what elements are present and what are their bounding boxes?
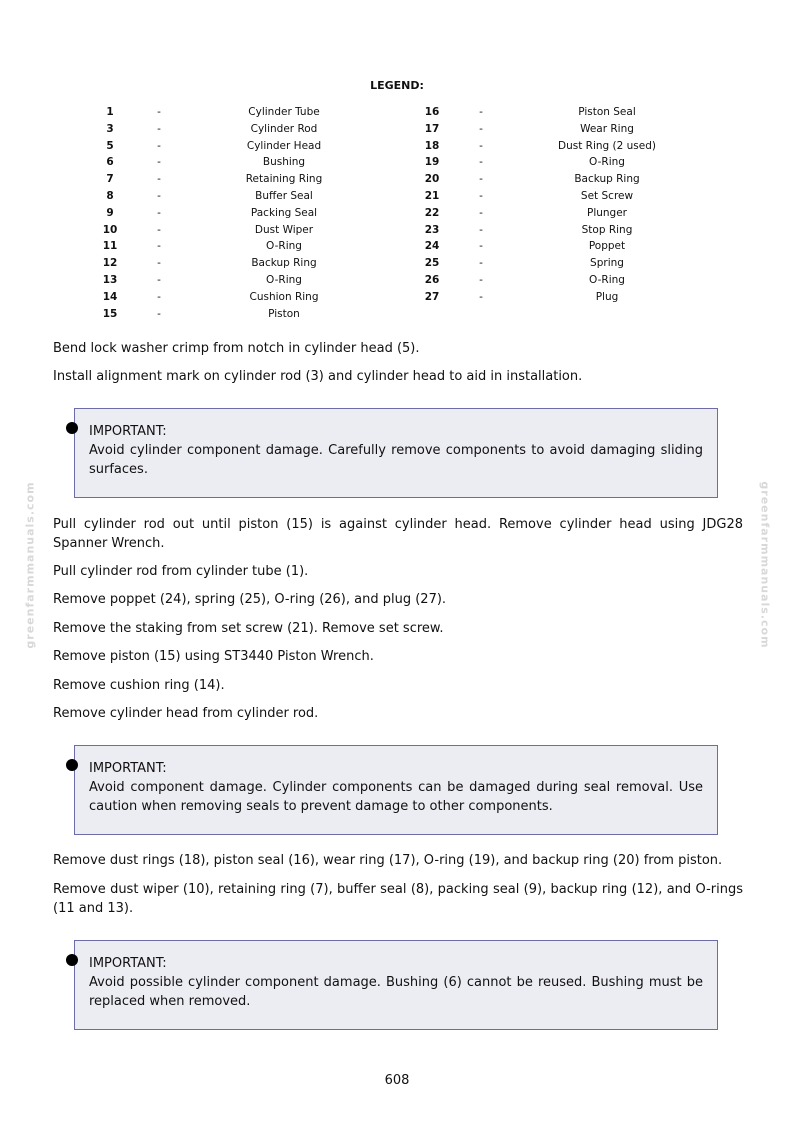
legend-number: 8	[106, 190, 114, 202]
legend-number: 24	[424, 240, 440, 253]
legend-separator: -	[479, 206, 483, 219]
legend-row	[0, 171, 794, 188]
legend-part-name: Retaining Ring	[245, 173, 323, 186]
legend-number: 18	[424, 139, 440, 152]
legend-number: 21	[424, 190, 440, 202]
legend-row	[0, 104, 794, 121]
step-alignment-mark: Install alignment mark on cylinder rod (3) and cylinder head to aid in installation.	[53, 369, 583, 384]
important-notice-1	[74, 408, 718, 498]
legend-separator: -	[157, 206, 161, 219]
legend-part-name: Dust Ring (2 used)	[558, 139, 656, 152]
legend-part-name: Cushion Ring	[249, 290, 319, 303]
important-notice-3	[74, 940, 718, 1030]
legend-number: 22	[424, 206, 440, 219]
bullet-icon	[66, 422, 78, 434]
legend-part-name: Packing Seal	[250, 206, 318, 219]
legend-part-name: Piston Seal	[578, 106, 636, 118]
legend-row	[0, 238, 794, 255]
step-remove-staking: Remove the staking from set screw (21). Remove set screw.	[53, 621, 444, 636]
legend-separator: -	[479, 274, 483, 286]
legend-row	[0, 121, 794, 138]
legend-part-name: O-Ring	[589, 274, 625, 286]
legend-row	[0, 154, 794, 171]
legend-separator: -	[157, 223, 161, 236]
legend-row	[0, 138, 794, 155]
legend-separator: -	[157, 307, 161, 320]
legend-part-name: Spring	[590, 257, 624, 270]
legend-part-name: Backup Ring	[574, 173, 640, 186]
legend-row	[0, 289, 794, 306]
legend-separator: -	[479, 290, 483, 303]
important-notice-2	[74, 745, 718, 835]
step-pull-rod-remove-head: Pull cylinder rod out until piston (15) is against cylinder head. Remove cylinder head using JDG28 Spanner Wrench.	[53, 517, 743, 551]
legend-number: 3	[106, 122, 114, 135]
legend-separator: -	[479, 257, 483, 270]
legend-separator: -	[479, 156, 483, 169]
step-remove-dust-wiper: Remove dust wiper (10), retaining ring (7), buffer seal (8), packing seal (9), backup ring (12), and O-rings (11 and 13).	[53, 882, 743, 916]
legend-part-name: O-Ring	[266, 274, 302, 286]
important-heading: IMPORTANT:	[89, 424, 167, 439]
watermark-right: greenfarmmanuals.com	[758, 481, 772, 649]
legend-part-name: Backup Ring	[251, 257, 317, 270]
step-remove-cushion-ring: Remove cushion ring (14).	[53, 678, 225, 693]
legend-number: 13	[102, 274, 118, 286]
legend-part-name: Dust Wiper	[254, 223, 314, 236]
important-text: Avoid component damage. Cylinder components can be damaged during seal removal. Use caution when removing seals to prevent damage to other components.	[89, 780, 703, 814]
legend-separator: -	[479, 240, 483, 253]
legend-part-name: Plunger	[586, 206, 627, 219]
legend-row	[0, 255, 794, 272]
legend-part-name: Stop Ring	[581, 223, 633, 236]
legend-separator: -	[479, 173, 483, 186]
legend-number: 12	[102, 257, 118, 270]
watermark-left: greenfarmmanuals.com	[23, 481, 37, 649]
legend-part-name: Cylinder Head	[246, 139, 322, 152]
legend-number: 19	[424, 156, 440, 169]
bullet-icon	[66, 954, 78, 966]
page-number: 608	[384, 1073, 410, 1088]
step-remove-cylinder-head: Remove cylinder head from cylinder rod.	[53, 706, 319, 721]
legend-number: 15	[102, 307, 118, 320]
step-remove-poppet: Remove poppet (24), spring (25), O-ring (26), and plug (27).	[53, 592, 447, 607]
important-text: Avoid possible cylinder component damage. Bushing (6) cannot be reused. Bushing must be replaced when removed.	[89, 975, 703, 1009]
bullet-icon	[66, 759, 78, 771]
legend-part-name: O-Ring	[266, 240, 302, 253]
legend-part-name: Bushing	[262, 156, 306, 169]
legend-number: 11	[102, 240, 118, 253]
legend-separator: -	[479, 139, 483, 152]
legend-title: LEGEND:	[370, 79, 424, 92]
legend-part-name: Plug	[595, 290, 619, 303]
legend-separator: -	[157, 190, 161, 202]
legend-number: 23	[424, 223, 440, 236]
legend-separator: -	[157, 156, 161, 169]
legend-part-name: O-Ring	[589, 156, 625, 169]
legend-number: 10	[102, 223, 118, 236]
legend-part-name: Cylinder Rod	[250, 122, 318, 135]
legend-separator: -	[157, 106, 161, 118]
step-bend-lock-washer: Bend lock washer crimp from notch in cylinder head (5).	[53, 341, 420, 356]
legend-number: 1	[106, 106, 114, 118]
legend-separator: -	[479, 122, 483, 135]
legend-number: 5	[106, 139, 114, 152]
legend-row	[0, 272, 794, 289]
legend-number: 17	[424, 122, 440, 135]
step-remove-dust-rings: Remove dust rings (18), piston seal (16), wear ring (17), O-ring (19), and backup ring (20) from piston.	[53, 853, 723, 868]
legend-separator: -	[157, 274, 161, 286]
legend-number: 14	[102, 290, 118, 303]
legend-separator: -	[479, 190, 483, 202]
legend-separator: -	[479, 223, 483, 236]
legend-row	[0, 205, 794, 222]
legend-part-name: Wear Ring	[580, 122, 634, 135]
legend-separator: -	[157, 139, 161, 152]
legend-separator: -	[157, 173, 161, 186]
legend-number: 7	[106, 173, 114, 186]
important-heading: IMPORTANT:	[89, 761, 167, 776]
step-pull-rod-from-tube: Pull cylinder rod from cylinder tube (1).	[53, 564, 309, 579]
legend-number: 20	[424, 173, 440, 186]
legend-number: 6	[106, 156, 114, 169]
important-text: Avoid cylinder component damage. Carefully remove components to avoid damaging sliding surfaces.	[89, 443, 703, 477]
legend-part-name: Piston	[268, 307, 300, 320]
legend-separator: -	[479, 106, 483, 118]
legend-row	[0, 306, 794, 323]
legend-part-name: Buffer Seal	[255, 190, 313, 202]
legend-row	[0, 188, 794, 205]
legend-number: 16	[424, 106, 440, 118]
step-remove-piston: Remove piston (15) using ST3440 Piston Wrench.	[53, 649, 374, 664]
legend-number: 26	[424, 274, 440, 286]
legend-row	[0, 222, 794, 239]
legend-part-name: Set Screw	[580, 190, 634, 202]
legend-separator: -	[157, 240, 161, 253]
legend-part-name: Cylinder Tube	[248, 106, 320, 118]
legend-separator: -	[157, 290, 161, 303]
legend-separator: -	[157, 122, 161, 135]
legend-number: 25	[424, 257, 440, 270]
legend-number: 27	[424, 290, 440, 303]
legend-part-name: Poppet	[588, 240, 626, 253]
legend-number: 9	[106, 206, 114, 219]
important-heading: IMPORTANT:	[89, 956, 167, 971]
legend-separator: -	[157, 257, 161, 270]
